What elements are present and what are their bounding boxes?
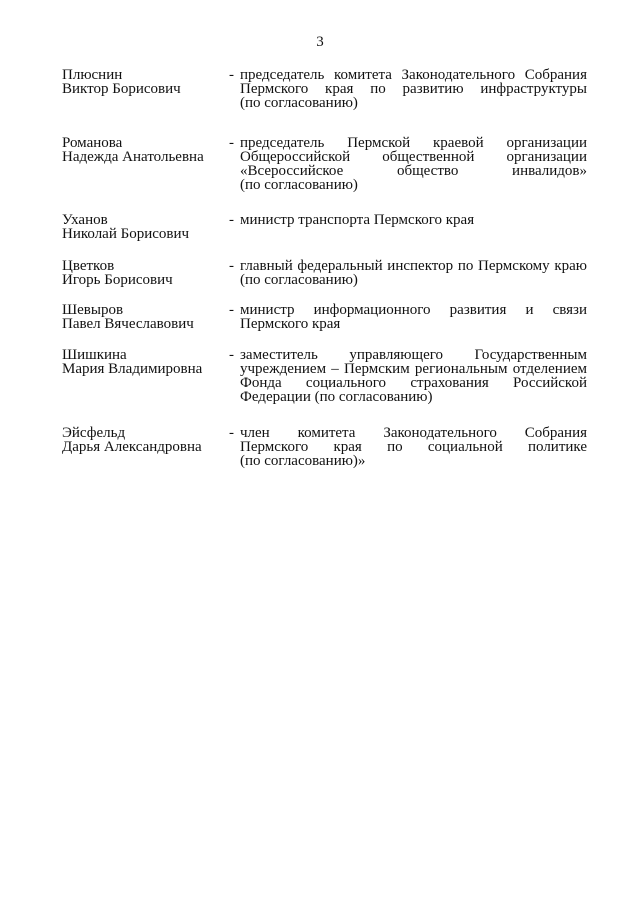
position-description — [240, 136, 587, 192]
list-item — [62, 348, 587, 404]
dash: - — [229, 347, 234, 363]
position-description — [240, 213, 587, 241]
surname: Плюснин — [62, 67, 123, 83]
position-line: Федерации (по согласованию) — [240, 389, 433, 405]
person-name — [62, 213, 229, 241]
person-name — [62, 68, 229, 110]
dash: - — [229, 258, 234, 274]
person-name — [62, 259, 229, 287]
position-line: Фонда социального страхования Российской — [240, 375, 587, 391]
given-names: Игорь Борисович — [62, 272, 173, 288]
surname: Уханов — [62, 212, 108, 228]
position-line: председатель Пермской краевой организации — [240, 135, 587, 151]
dash: - — [229, 425, 234, 441]
position-line: Пермского края по развитию инфраструктуры — [240, 81, 587, 97]
position-line: министр информационного развития и связи — [240, 302, 587, 318]
person-name — [62, 348, 229, 404]
given-names: Николай Борисович — [62, 226, 190, 242]
list-item — [62, 213, 587, 241]
position-description — [240, 259, 587, 287]
position-description — [240, 426, 587, 468]
list-item — [62, 259, 587, 287]
surname: Шевыров — [62, 302, 124, 318]
person-name — [62, 136, 229, 192]
position-description — [240, 303, 587, 331]
person-name — [62, 426, 229, 468]
person-name — [62, 303, 229, 331]
position-line: Пермского края по социальной политике — [240, 439, 587, 455]
position-line: главный федеральный инспектор по Пермскому краю — [240, 258, 587, 274]
surname: Шишкина — [62, 347, 127, 363]
position-line: член комитета Законодательного Собрания — [240, 425, 587, 441]
position-line: Пермского края — [240, 316, 341, 332]
dash: - — [229, 302, 234, 318]
surname: Эйсфельд — [62, 425, 126, 441]
dash: - — [229, 135, 234, 151]
position-line: министр транспорта Пермского края — [240, 212, 475, 228]
dash: - — [229, 67, 234, 83]
page-number: 3 — [316, 34, 324, 50]
position-line: «Всероссийское общество инвалидов» — [240, 163, 587, 179]
position-line: председатель комитета Законодательного Собрания — [240, 67, 587, 83]
dash: - — [229, 212, 234, 228]
position-line: (по согласованию) — [240, 177, 358, 193]
position-description — [240, 68, 587, 110]
position-line: (по согласованию)» — [240, 453, 366, 469]
position-line: (по согласованию) — [240, 272, 358, 288]
list-item — [62, 68, 587, 110]
given-names: Дарья Александровна — [62, 439, 202, 455]
position-description — [240, 348, 587, 404]
list-item — [62, 303, 587, 331]
given-names: Мария Владимировна — [62, 361, 203, 377]
given-names: Виктор Борисович — [62, 81, 181, 97]
list-item — [62, 426, 587, 468]
position-line: (по согласованию) — [240, 95, 358, 111]
position-line: Общероссийской общественной организации — [240, 149, 587, 165]
position-line: учреждением – Пермским региональным отделением — [240, 361, 587, 377]
surname: Цветков — [62, 258, 115, 274]
given-names: Павел Вячеславович — [62, 316, 194, 332]
list-item — [62, 136, 587, 192]
position-line: заместитель управляющего Государственным — [240, 347, 587, 363]
given-names: Надежда Анатольевна — [62, 149, 204, 165]
member-list — [62, 68, 587, 468]
surname: Романова — [62, 135, 123, 151]
